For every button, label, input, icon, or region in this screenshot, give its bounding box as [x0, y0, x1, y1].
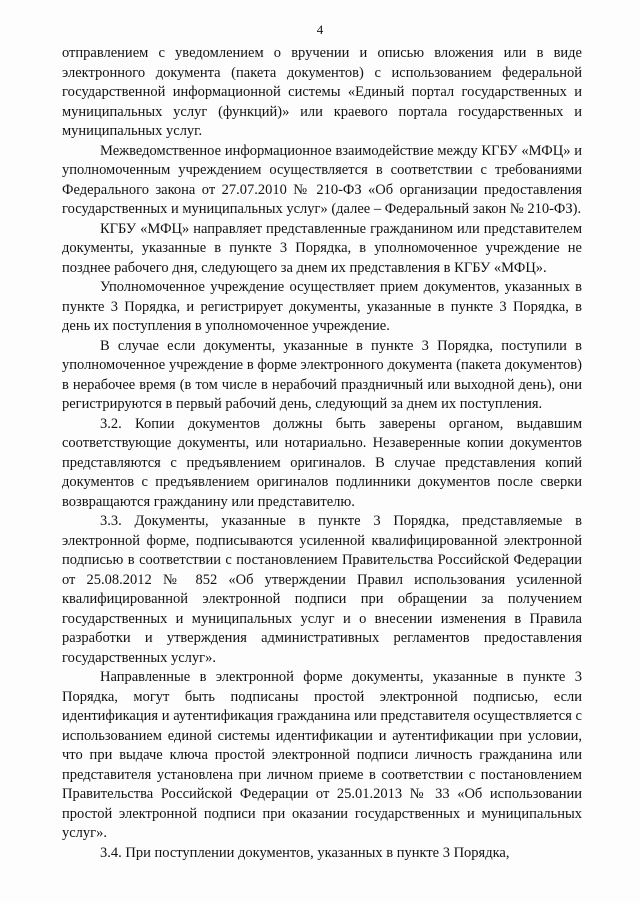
- paragraph-interagency-interaction: Межведомственное информационное взаимодействие между КГБУ «МФЦ» и уполномоченным учреждением осуществляется в соответствии с требованиями Федерального закона от 27.07.2010 № 210-ФЗ «Об организации предоставления государственных и муниципальных услуг» (далее – Федеральный закон № 210-ФЗ).: [62, 142, 582, 217]
- paragraph-3-2-copies: 3.2. Копии документов должны быть заверены органом, выдавшим соответствующие документы, или нотариально. Незаверенные копии документов представляются с предъявлением оригиналов. В случае представления копий документов с предъявлением оригиналов подлинники документов после сверки возвращаются гражданину или представителю.: [62, 415, 582, 510]
- paragraph-3-4-start: 3.4. При поступлении документов, указанных в пункте 3 Порядка,: [100, 844, 510, 861]
- paragraph-continuation: отправлением с уведомлением о вручении и описью вложения или в виде электронного документа (пакета документов) с использованием федеральной государственной информационной системы «Единый портал государственных и муниципальных услуг (функций)» или краевого портала государственных и муниципальных услуг.: [62, 45, 582, 139]
- paragraph-simple-electronic-signature: Направленные в электронной форме документы, указанные в пункте 3 Порядка, могут быть подписаны простой электронной подписью, если идентификация и аутентификация гражданина или представителя осуществляется с использованием единой системы идентификации и аутентификации при условии, что при выдаче ключа простой электронной подписи личность гражданина или представителя установлена при личном приеме в соответствии с постановлением Правительства Российской Федерации от 25.01.2013 № 33 «Об использовании простой электронной подписи при оказании государственных и муниципальных услуг».: [62, 669, 582, 841]
- paragraph-3-3-electronic-signature: 3.3. Документы, указанные в пункте 3 Порядка, представляемые в электронной форме, подписываются усиленной квалифицированной электронной подписью в соответствии с постановлением Правительства Российской Федерации от 25.08.2012 № 852 «Об утверждении Правил использования усиленной квалифицированной электронной подписи при обращении за получением государственных и муниципальных услуг и о внесении изменения в Правила разработки и утверждения административных регламентов предоставления государственных услуг».: [62, 513, 582, 666]
- paragraph-mfc-forwarding: КГБУ «МФЦ» направляет представленные гражданином или представителем документы, указанные в пункте 3 Порядка, в уполномоченное учреждение не позднее рабочего дня, следующего за днем их представления в КГБУ «МФЦ».: [62, 220, 582, 276]
- paragraph-non-working-time: В случае если документы, указанные в пункте 3 Порядка, поступили в уполномоченное учреждение в форме электронного документа (пакета документов) в нерабочее время (в том числе в нерабочий праздничный или выходной день), они регистрируются в первый рабочий день, следующий за днем их поступления.: [62, 337, 582, 412]
- document-body: [62, 44, 582, 863]
- paragraph-document-registration: Уполномоченное учреждение осуществляет прием документов, указанных в пункте 3 Порядка, и регистрирует документы, указанные в пункте 3 Порядка, в день их поступления в уполномоченное учреждение.: [62, 279, 582, 334]
- page-number: 4: [316, 22, 324, 37]
